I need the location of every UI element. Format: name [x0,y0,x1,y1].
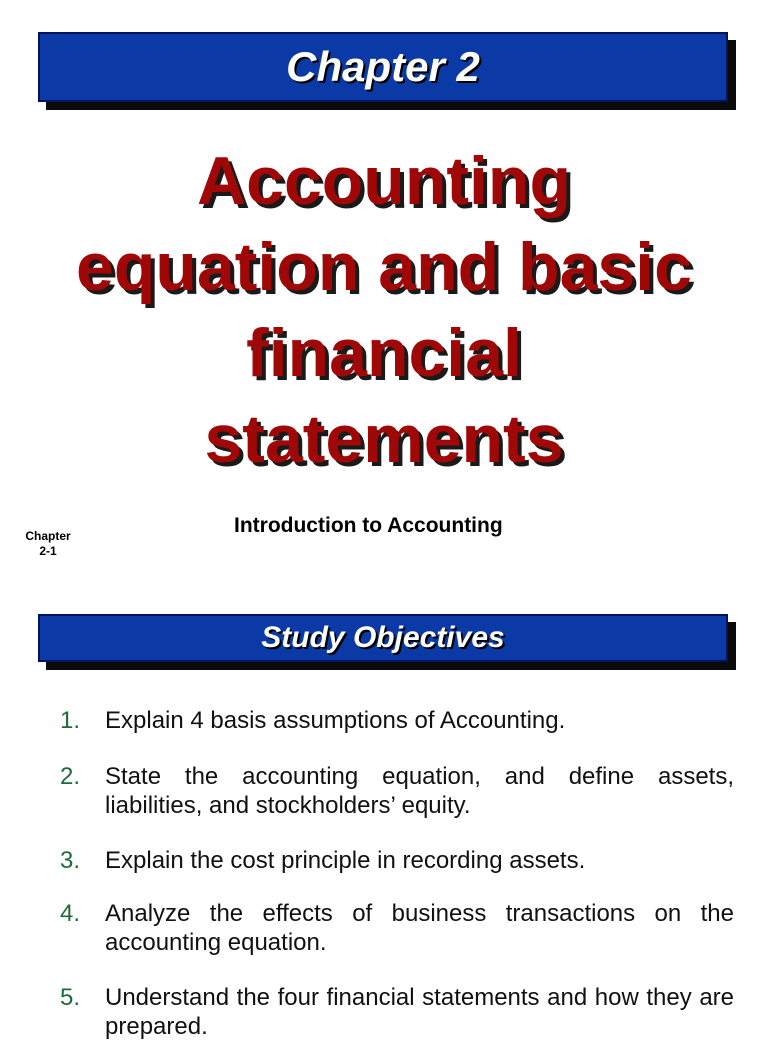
list-text: Explain the cost principle in recording assets. [105,847,586,874]
page-number-line: 2-1 [39,544,57,558]
list-text: State the accounting equation, and define assets, liabilities, and stockholders’ equity. [105,763,734,819]
list-text: Explain 4 basis assumptions of Accounting. [105,707,566,734]
chapter-banner [38,32,728,102]
list-number: 1. [60,707,81,734]
list-number: 3. [60,847,81,874]
title-line: Accounting [197,143,571,219]
title-line: equation and basic [76,229,692,305]
list-text: Understand the four financial statements and how they are prepared. [105,984,734,1040]
page-number-line: Chapter [25,529,71,543]
list-number: 5. [60,984,81,1011]
title-line: financial [246,315,522,391]
section-label: Study Objectives [261,621,505,654]
title-line: statements [204,401,564,477]
list-number: 2. [60,763,81,790]
page-number [16,529,80,559]
chapter-label: Chapter 2 [286,43,480,90]
objectives-list [0,706,768,1040]
section-banner [38,614,728,662]
list-number: 4. [60,900,81,927]
slide-title [0,138,768,482]
slide-subtitle: Introduction to Accounting [234,514,503,537]
list-text: Analyze the effects of business transactions on the accounting equation. [105,900,734,956]
